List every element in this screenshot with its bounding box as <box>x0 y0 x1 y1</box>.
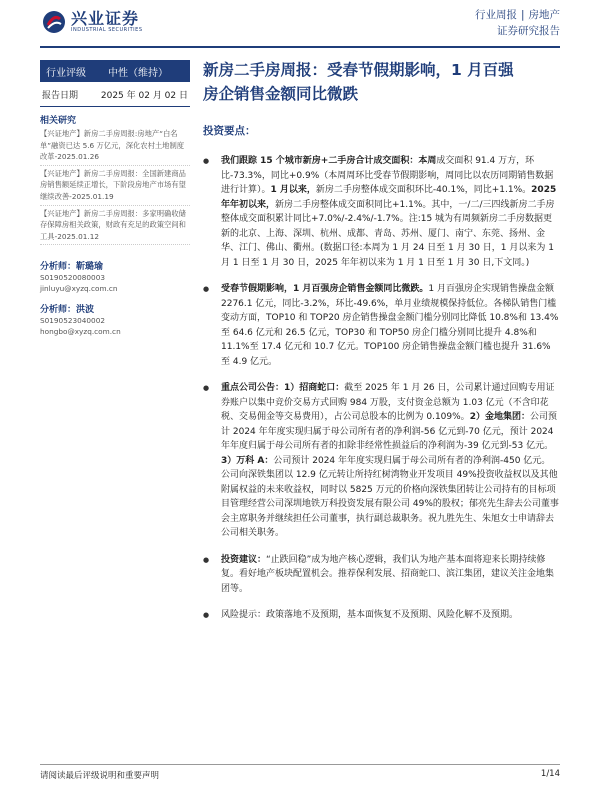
bullet-body: 成交面积 91.4 万方，环比-73.3%，同比+0.9%（本周周环比受春节假期影响，周同比以农历同期销售数据进行计算）。 <box>221 156 554 195</box>
bullet-lead: 受春节假期影响，1 月百强房企销售金额同比微跌。 <box>221 284 429 294</box>
report-title-line-1: 新房二手房周报：受春节假期影响，1 月百强 <box>203 61 514 79</box>
report-title-line-2: 房企销售金额同比微跌 <box>203 85 359 103</box>
page-number: 1/14 <box>540 769 560 779</box>
rating-value: 中性（维持） <box>108 67 168 79</box>
header-tags <box>475 8 560 23</box>
bullet-body: 公司预计 2024 年年度实现归属于母公司所有者的净利润-450 亿元。公司向深铁集团以 12.9 亿元转让所持红树湾物业开发项目 49%投资收益权以及其他附属权益的未来收益权，同时以 5825 万元的价格向深铁集团转让公司持有的目标项目管理经营公司深圳地铁万科投资发展有限公司 49%的股权；郁亮先生辞去公司董事会主席职务并继续担任公司董事，执行副总裁职务。祝九胜先生、朱旭女士申请辞去公司相关职务。 <box>221 455 559 538</box>
bullet-lead: 我们跟踪 15 个城市新房+二手房合计成交面积：本周 <box>221 156 437 166</box>
analyst-block <box>40 259 190 294</box>
bullet-lead: 投资建议： <box>221 554 267 565</box>
sidebar-divider <box>40 106 190 107</box>
bullet-lead: 2）金地集团： <box>469 412 530 422</box>
logo-mark-icon <box>42 10 66 34</box>
related-research-title: 相关研究 <box>40 116 77 126</box>
bullet-transaction-volume <box>203 154 559 270</box>
bullet-body: “止跌回稳”成为地产核心逻辑，我们认为地产基本面将迎来长期持续修复。看好地产板块配置机会。推荐保利发展、招商蛇口、滨江集团，建议关注金地集团等。 <box>221 554 555 594</box>
bullet-company-announcements <box>203 381 559 541</box>
report-date-value: 2025 年 02 月 02 日 <box>100 91 188 101</box>
bullet-body: 新房二手房整体成交面积同比+1.1%。其中，一/二/三四线新房二手房整体成交面积累计同比+7.0%/-2.4%/-1.7%。注:15 城为有周频新房二手房数据更新的北京、上海、深圳、杭州、成都、青岛、苏州、厦门、南宁、东莞、扬州、金华、江门、佛山、衢州。(数据口径:本周为 1 月 24 日至 1 月 30 日，1 月以来为 1 月 1 日至 1 月 30 日，2025 年年初以来为 1 月 1 日至 1 月 30 日,下文同。) <box>221 199 555 268</box>
analyst-id: S0190523040002 <box>40 316 105 326</box>
rating-bar <box>40 60 190 82</box>
bullet-lead: 2025 年年初以来， <box>221 185 557 210</box>
footer-disclaimer[interactable]: 请阅读最后评级说明和重要声明 <box>40 771 160 781</box>
bullet-body: 新房二手房整体成交面积环比-40.1%，同比+1.1%。 <box>315 185 532 195</box>
bullet-body: 风险提示：政策落地不及预期，基本面恢复不及预期、风险化解不及预期。 <box>221 610 519 620</box>
header-subtitle: 证券研究报告 <box>497 25 560 37</box>
related-research-item[interactable]: 【兴证地产】新房二手房周报：多家明确收储存保障房相关政策，财政有充足的政策空间和工具-2025.01.12 <box>40 208 190 246</box>
header-rule <box>40 46 560 48</box>
bullet-body: 截至 2025 年 1 月 26 日，公司累计通过回购专用证券账户以集中竞价交易方式回购 984 万股，支付资金总额为 1.03 亿元（不含印花税、交易佣金等交易费用），占公司总股本的比例为 0.109%。 <box>221 383 555 422</box>
bullet-lead: 1 月以来， <box>270 185 316 195</box>
analyst-email[interactable]: hongbo@xyzq.com.cn <box>40 327 121 337</box>
key-points-title: 投资要点： <box>203 125 256 137</box>
company-logo <box>42 10 143 34</box>
sidebar <box>40 60 190 337</box>
header-tag-weekly: 行业周报 <box>474 9 517 21</box>
header-separator: | <box>520 9 525 21</box>
key-points-list <box>203 154 559 635</box>
related-research-item[interactable]: 【兴证地产】新房二手房周报：全国新建商品房销售额延续正增长，下阶段房地产市场有望继续改善-2025.01.19 <box>40 168 190 206</box>
footer-rule <box>40 764 560 765</box>
main-header <box>203 58 559 138</box>
analyst-name: 分析师：洪波 <box>40 305 95 316</box>
report-date-row <box>40 88 190 101</box>
header-right <box>475 8 560 40</box>
logo-text-cn: 兴业证券 <box>71 8 140 28</box>
bullet-body: 1 月百强房企实现销售操盘金额 2276.1 亿元，同比-3.2%，环比-49.6%，单月业绩规模保持低位。各梯队销售门槛变动方面，TOP10 和 TOP20 房企销售操盘金额门槛分别同比降低 10.8%和 13.4%至 64.6 亿元和 26.5 亿元，TOP30 和 TOP50 房企门槛分别同比提升 4.8%和 11.1%至 17.4 亿元和 10.7 亿元。TOP100 房企销售操盘金额门槛也提升 31.6%至 4.9 亿元。 <box>221 284 559 367</box>
bullet-top100-sales <box>203 282 559 369</box>
analyst-email[interactable]: jinluyu@xyzq.com.cn <box>40 284 118 294</box>
analyst-name: 分析师：靳璐瑜 <box>40 262 104 273</box>
header-tag-realestate: 房地产 <box>528 9 560 21</box>
report-date-label: 报告日期 <box>42 91 79 101</box>
rating-label: 行业评级 <box>46 67 86 79</box>
bullet-lead: 重点公司公告：1）招商蛇口： <box>221 383 345 393</box>
bullet-investment-advice <box>203 553 559 597</box>
bullet-lead: 3）万科 A： <box>221 455 274 466</box>
analyst-id: S0190520080003 <box>40 273 105 283</box>
related-research-item[interactable]: 【兴证地产】新房二手房周报:房地产“白名单”融资已达 5.6 万亿元，深化农村土地制度改革-2025.01.26 <box>40 128 190 166</box>
analyst-block <box>40 302 190 337</box>
logo-text-en: INDUSTRIAL SECURITIES <box>71 26 143 33</box>
bullet-risk-warning <box>203 608 559 623</box>
bullet-body: 公司预计 2024 年年度实现归属于母公司所有者的净利润-56 亿元到-70 亿元，预计 2024 年年度归属于母公司所有者的扣除非经常性损益后的净利润为-39 亿元到-53 亿元。 <box>221 412 557 451</box>
